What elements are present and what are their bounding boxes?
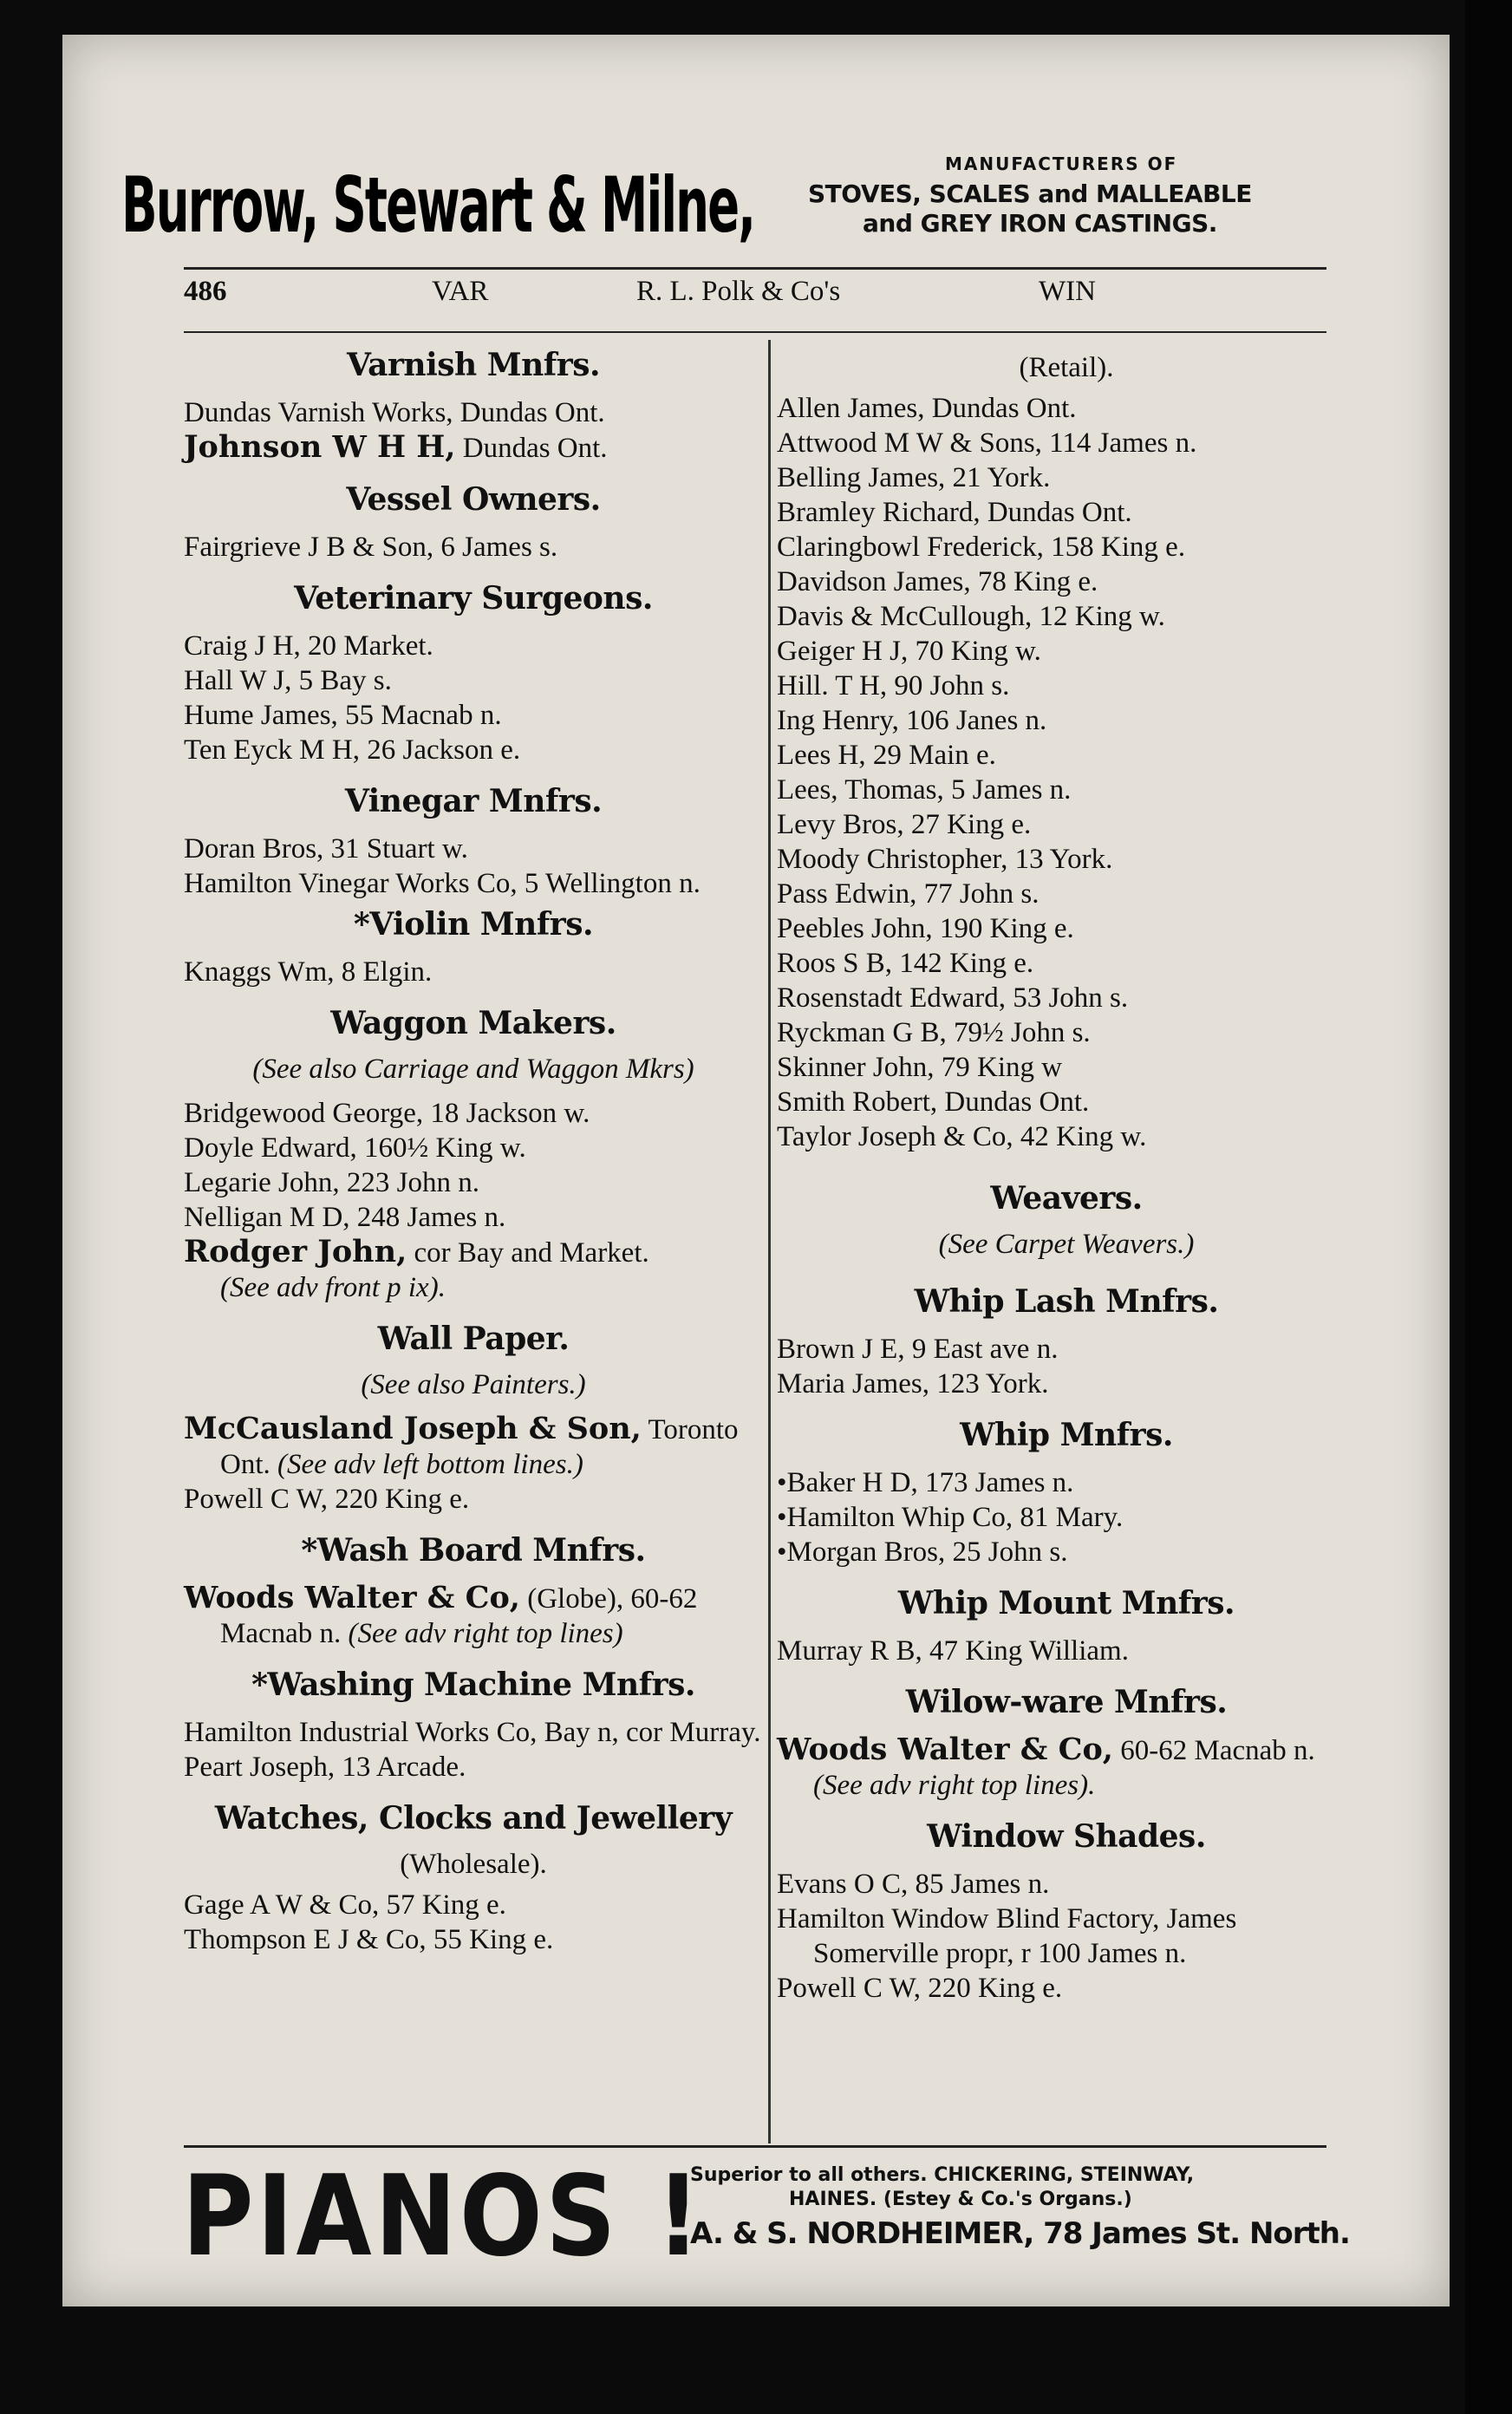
listing-entry: Thompson E J & Co, 55 King e. <box>184 1924 554 1955</box>
see-also-note: (See also Carriage and Waggon Mkrs) <box>252 1054 694 1085</box>
listing-entry: Knaggs Wm, 8 Elgin. <box>184 956 433 988</box>
see-also-note: (See Carpet Weavers.) <box>938 1229 1195 1260</box>
section-heading: Whip Mnfrs. <box>960 1417 1173 1453</box>
section-heading: Varnish Mnfrs. <box>346 347 601 383</box>
listing-entry: •Morgan Bros, 25 John s. <box>777 1536 1068 1568</box>
listing-name: Johnson W H H, <box>184 429 456 465</box>
listing-entry: Craig J H, 20 Market. <box>184 630 433 662</box>
adv-reference: (See adv right top lines). <box>813 1770 1096 1801</box>
section-heading: *Washing Machine Mnfrs. <box>251 1667 695 1703</box>
header-rule <box>184 267 1326 270</box>
section-heading: Whip Lash Mnfrs. <box>914 1283 1219 1320</box>
listing-address: 60-62 Macnab n. <box>1112 1735 1315 1766</box>
footer-advertisement <box>182 2152 1370 2281</box>
listing-name: McCausland Joseph & Son, <box>184 1411 642 1446</box>
listing-entry-bold <box>184 1235 763 1270</box>
listing-entry: Fairgrieve J B & Son, 6 James s. <box>184 532 558 563</box>
footer-ad-line3: A. & S. NORDHEIMER, 78 James St. North. <box>690 2216 1350 2251</box>
listing-name: Woods Walter & Co, <box>184 1580 520 1615</box>
listing-entry: Powell C W, 220 King e. <box>777 1973 1063 2004</box>
listing-entry: Doran Bros, 31 Stuart w. <box>184 833 468 864</box>
section-heading: Window Shades. <box>927 1818 1206 1855</box>
listing-entry: Allen James, Dundas Ont. <box>777 393 1077 424</box>
listing-entry: Rosenstadt Edward, 53 John s. <box>777 982 1129 1014</box>
listing-entry: Levy Bros, 27 King e. <box>777 809 1032 840</box>
listing-entry: Bridgewood George, 18 Jackson w. <box>184 1098 590 1129</box>
listing-entry: Attwood M W & Sons, 114 James n. <box>777 427 1197 459</box>
adv-reference: (See adv left bottom lines.) <box>277 1449 583 1480</box>
listing-entry: Maria James, 123 York. <box>777 1368 1049 1399</box>
listing-entry: Hamilton Vinegar Works Co, 5 Wellington n. <box>184 868 701 899</box>
section-heading: Wall Paper. <box>377 1321 570 1357</box>
listing-entry: Hamilton Window Blind Factory, James Somerville propr, r 100 James n. <box>777 1903 1237 1969</box>
listing-entry: Powell C W, 220 King e. <box>184 1484 470 1515</box>
section-heading: Veterinary Surgeons. <box>294 580 653 617</box>
listing-entry: Evans O C, 85 James n. <box>777 1869 1050 1900</box>
header-advertisement <box>121 152 1352 264</box>
listing-entry: Hall W J, 5 Bay s. <box>184 665 392 696</box>
manufacturers-label: MANUFACTURERS OF <box>945 153 1178 174</box>
listing-entry-bold <box>184 1581 763 1651</box>
listing-entry: Belling James, 21 York. <box>777 462 1051 493</box>
section-heading: Whip Mount Mnfrs. <box>897 1585 1235 1621</box>
listing-entry-bold <box>184 430 763 466</box>
listing-entry: Peart Joseph, 13 Arcade. <box>184 1752 466 1783</box>
listing-entry: Doyle Edward, 160½ King w. <box>184 1132 526 1164</box>
listing-entry: Murray R B, 47 King William. <box>777 1635 1129 1667</box>
listing-entry-bold <box>184 1412 763 1482</box>
listing-entry: Davis & McCullough, 12 King w. <box>777 601 1165 632</box>
listing-entry: Gage A W & Co, 57 King e. <box>184 1889 506 1921</box>
footer-ad-line1: Superior to all others. CHICKERING, STEINWAY, <box>690 2164 1195 2186</box>
listing-entry: Taylor Joseph & Co, 42 King w. <box>777 1121 1147 1152</box>
listing-entry: Hume James, 55 Macnab n. <box>184 700 502 731</box>
listing-name: Woods Walter & Co, <box>777 1732 1113 1767</box>
listing-entry: Peebles John, 190 King e. <box>777 913 1074 944</box>
section-subheading: (Wholesale). <box>400 1849 547 1880</box>
listing-entry: Smith Robert, Dundas Ont. <box>777 1086 1090 1118</box>
pianos-headline: PIANOS ! <box>182 2152 704 2281</box>
adv-reference: (See adv front p ix). <box>220 1272 446 1303</box>
listing-address: (Globe), 60-62 Macnab n. <box>220 1583 698 1649</box>
listing-address: cor Bay and Market. <box>407 1237 649 1269</box>
adv-reference: (See adv right top lines) <box>348 1618 623 1649</box>
listing-entry: •Hamilton Whip Co, 81 Mary. <box>777 1502 1124 1533</box>
running-head-from: VAR <box>432 276 489 307</box>
listing-entry: Legarie John, 223 John n. <box>184 1167 479 1198</box>
listing-entry: Claringbowl Frederick, 158 King e. <box>777 532 1186 563</box>
section-subheading: (Retail). <box>1019 352 1114 383</box>
listing-entry: Dundas Varnish Works, Dundas Ont. <box>184 397 605 428</box>
listing-entry-bold <box>777 1732 1356 1803</box>
running-head-to: WIN <box>1039 276 1096 307</box>
scan-edge <box>1465 0 1512 2414</box>
page-number: 486 <box>184 276 227 307</box>
listing-entry: Hamilton Industrial Works Co, Bay n, cor Murray. <box>184 1717 761 1748</box>
header-products-line1: STOVES, SCALES and MALLEABLE <box>808 179 1252 208</box>
listing-entry: Brown J E, 9 East ave n. <box>777 1334 1059 1365</box>
column-divider <box>768 340 771 2143</box>
listing-entry: Bramley Richard, Dundas Ont. <box>777 497 1132 528</box>
listing-entry: Lees, Thomas, 5 James n. <box>777 774 1072 806</box>
listing-entry: Roos S B, 142 King e. <box>777 948 1034 979</box>
listing-entry: Moody Christopher, 13 York. <box>777 844 1113 875</box>
listing-entry: Hill. T H, 90 John s. <box>777 670 1010 701</box>
section-heading: Vinegar Mnfrs. <box>344 783 603 819</box>
listing-entry: Ryckman G B, 79½ John s. <box>777 1017 1091 1048</box>
section-heading: Wilow-ware Mnfrs. <box>905 1684 1228 1720</box>
left-column <box>184 347 763 1957</box>
section-heading: *Wash Board Mnfrs. <box>301 1532 646 1569</box>
footer-ad-line2: HAINES. (Estey & Co.'s Organs.) <box>789 2189 1132 2210</box>
right-column <box>777 347 1356 2006</box>
listing-entry: •Baker H D, 173 James n. <box>777 1467 1074 1498</box>
listing-entry: Ing Henry, 106 Janes n. <box>777 705 1047 736</box>
header-products-line2: and GREY IRON CASTINGS. <box>863 209 1217 238</box>
section-heading: Waggon Makers. <box>330 1005 616 1041</box>
listing-entry: Ten Eyck M H, 26 Jackson e. <box>184 734 521 766</box>
listing-entry: Skinner John, 79 King w <box>777 1052 1063 1083</box>
listing-entry: Davidson James, 78 King e. <box>777 566 1098 597</box>
listing-entry: Geiger H J, 70 King w. <box>777 636 1041 667</box>
running-head-rule <box>184 331 1326 333</box>
listing-address: Dundas Ont. <box>455 433 608 464</box>
section-heading: Watches, Clocks and Jewellery <box>214 1800 733 1837</box>
section-heading: *Violin Mnfrs. <box>353 906 594 943</box>
listing-name: Rodger John, <box>184 1234 407 1269</box>
header-firm-name: Burrow, Stewart & Milne, <box>121 160 755 250</box>
listing-entry: Pass Edwin, 77 John s. <box>777 878 1040 910</box>
section-heading: Weavers. <box>990 1180 1143 1217</box>
listing-entry: Lees H, 29 Main e. <box>777 740 996 771</box>
see-also-note: (See also Painters.) <box>361 1369 586 1400</box>
listing-entry: Nelligan M D, 248 James n. <box>184 1202 506 1233</box>
footer-rule <box>184 2145 1326 2148</box>
listing-address: Toronto Ont. <box>220 1414 739 1480</box>
running-head-publisher: R. L. Polk & Co's <box>636 276 841 307</box>
section-heading: Vessel Owners. <box>346 481 601 518</box>
